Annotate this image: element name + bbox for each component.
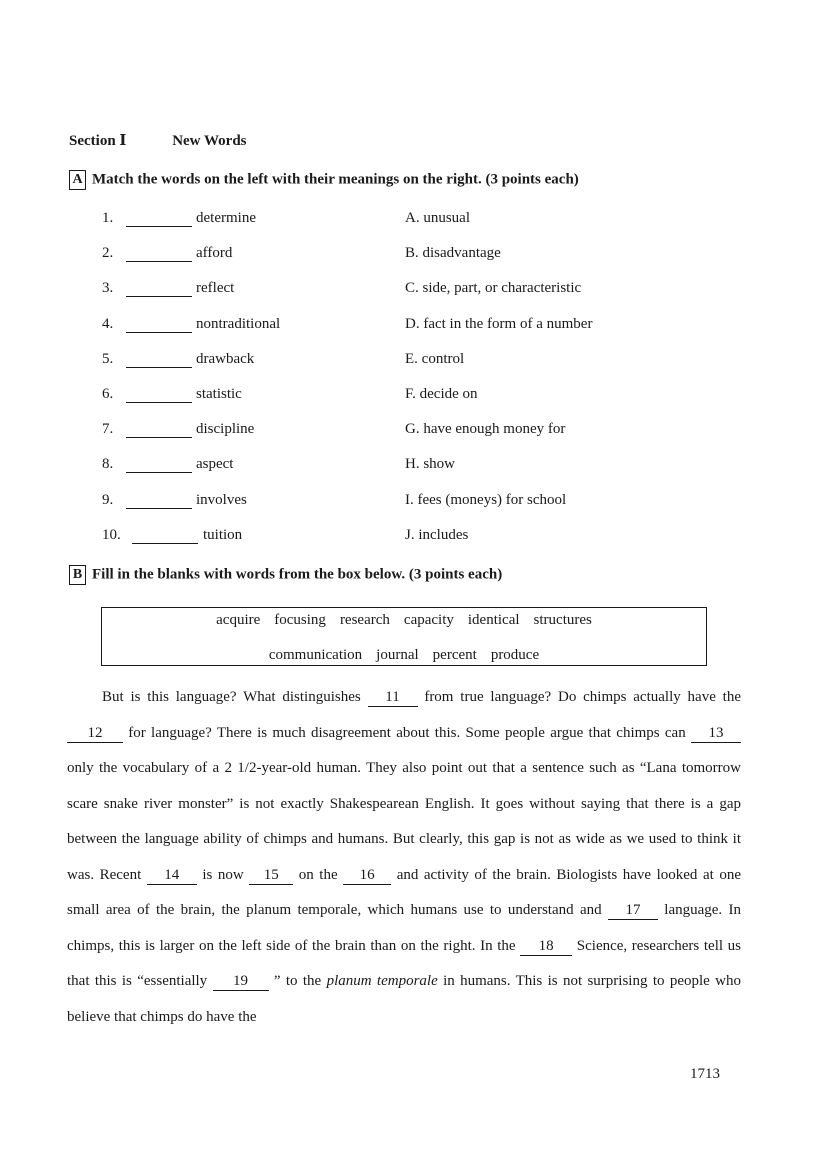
answer-blank[interactable] bbox=[126, 210, 192, 227]
word-bank-item: communication bbox=[268, 647, 363, 663]
item-number: 7. bbox=[102, 421, 114, 438]
word-bank-item: acquire bbox=[216, 612, 261, 628]
part-b-letter-box: B bbox=[69, 565, 86, 585]
vocab-word: nontraditional bbox=[196, 315, 281, 332]
vocab-word: drawback bbox=[196, 350, 255, 367]
word-bank-box bbox=[101, 607, 707, 666]
item-number: 3. bbox=[102, 280, 114, 297]
passage-text: in humans. This is not surprising to people who believe that chimps do have the bbox=[67, 973, 741, 1025]
word-bank-item: structures bbox=[533, 612, 592, 628]
passage-text: from true language? Do chimps actually have the bbox=[417, 689, 741, 705]
passage-text: Science, researchers tell us that this is “essentially bbox=[67, 937, 741, 989]
blank-18[interactable]: 18 bbox=[520, 937, 572, 956]
item-number: 2. bbox=[102, 245, 114, 262]
word-bank-item: produce bbox=[490, 647, 540, 663]
word-meaning: E. control bbox=[405, 350, 465, 367]
answer-blank[interactable] bbox=[126, 492, 192, 509]
word-bank-row-1 bbox=[102, 612, 706, 629]
match-row bbox=[0, 245, 818, 267]
word-meaning: H. show bbox=[405, 456, 456, 473]
answer-blank[interactable] bbox=[126, 280, 192, 297]
word-meaning: G. have enough money for bbox=[405, 421, 566, 438]
blank-16[interactable]: 16 bbox=[343, 866, 391, 885]
blank-17[interactable]: 17 bbox=[608, 901, 658, 920]
passage-text: ” to the bbox=[268, 973, 327, 989]
part-a-instruction-text: Match the words on the left with their meanings on the right. bbox=[92, 171, 482, 188]
passage-text: is now bbox=[196, 866, 250, 883]
passage-italic-term: planum temporale bbox=[326, 973, 438, 989]
blank-13[interactable]: 13 bbox=[691, 724, 741, 743]
vocab-word: reflect bbox=[196, 280, 235, 297]
blank-12[interactable]: 12 bbox=[67, 724, 123, 743]
match-row bbox=[0, 210, 818, 232]
part-b-instruction-text: Fill in the blanks with words from the box below. bbox=[92, 566, 406, 583]
word-meaning: J. includes bbox=[405, 526, 469, 543]
answer-blank[interactable] bbox=[126, 316, 192, 333]
item-number: 1. bbox=[102, 210, 114, 226]
section-heading bbox=[69, 131, 247, 150]
word-bank-item: journal bbox=[376, 647, 419, 663]
answer-blank[interactable] bbox=[126, 245, 192, 262]
vocab-word: aspect bbox=[196, 456, 234, 473]
word-meaning: B. disadvantage bbox=[405, 245, 501, 262]
part-b-instruction bbox=[69, 565, 502, 585]
word-bank-item: percent bbox=[432, 647, 477, 663]
match-row bbox=[0, 492, 818, 514]
vocab-word: discipline bbox=[196, 421, 255, 438]
word-meaning: D. fact in the form of a number bbox=[405, 315, 593, 332]
match-row bbox=[0, 456, 818, 478]
vocab-word: statistic bbox=[196, 386, 242, 402]
passage-text: language. In chimps, this is larger on the left side of the brain than on the right. In the bbox=[67, 902, 741, 954]
section-name: New Words bbox=[172, 133, 247, 149]
word-meaning: F. decide on bbox=[405, 386, 478, 402]
answer-blank[interactable] bbox=[126, 456, 192, 473]
vocab-word: involves bbox=[196, 491, 247, 508]
answer-blank[interactable] bbox=[132, 527, 198, 544]
part-a-points: (3 points each) bbox=[485, 171, 579, 188]
item-number: 10. bbox=[102, 526, 121, 543]
item-number: 4. bbox=[102, 315, 114, 332]
item-number: 6. bbox=[102, 386, 114, 402]
word-bank-item: capacity bbox=[403, 612, 454, 628]
answer-blank[interactable] bbox=[126, 351, 192, 368]
word-meaning: I. fees (moneys) for school bbox=[405, 491, 567, 508]
word-bank-item: research bbox=[339, 612, 390, 628]
answer-blank[interactable] bbox=[126, 421, 192, 438]
match-row bbox=[0, 351, 818, 373]
passage-text: and activity of the brain. Biologists have looked at one small area of the brain, the planum temporale, which humans use to understand and bbox=[67, 866, 741, 918]
item-number: 8. bbox=[102, 456, 114, 473]
word-bank-row-2 bbox=[102, 647, 706, 664]
vocab-word: afford bbox=[196, 245, 233, 262]
page-number: 1713 bbox=[690, 1066, 720, 1082]
match-row bbox=[0, 280, 818, 302]
match-row bbox=[0, 421, 818, 443]
word-meaning: A. unusual bbox=[405, 210, 470, 226]
part-a-instruction bbox=[69, 170, 579, 190]
part-b-points: (3 points each) bbox=[408, 566, 503, 583]
match-row bbox=[0, 316, 818, 338]
blank-19[interactable]: 19 bbox=[213, 972, 269, 991]
blank-15[interactable]: 15 bbox=[249, 866, 293, 885]
word-bank-item: identical bbox=[467, 612, 520, 628]
cloze-passage bbox=[67, 680, 741, 1035]
blank-14[interactable]: 14 bbox=[147, 866, 197, 885]
match-row bbox=[0, 527, 818, 549]
passage-text: But is this language? What distinguishes bbox=[102, 689, 368, 705]
passage-text: for language? There is much disagreement about this. Some people argue that chimps can bbox=[123, 724, 691, 741]
vocab-word: determine bbox=[196, 210, 256, 226]
word-bank-item: focusing bbox=[274, 612, 326, 628]
match-row bbox=[0, 386, 818, 408]
passage-text: on the bbox=[293, 866, 344, 883]
word-meaning: C. side, part, or characteristic bbox=[405, 280, 582, 297]
passage-text: only the vocabulary of a 2 1/2-year-old human. They also point out that a sentence such as “Lana tomorrow scare snake river monster” is not exactly Shakespearean English. It goes without saying that there is a gap between the language ability of chimps and humans. But clearly, this gap is not as wide as we used to think it was. Recent bbox=[67, 760, 741, 883]
part-a-letter-box: A bbox=[69, 170, 86, 190]
vocab-word: tuition bbox=[203, 526, 243, 543]
item-number: 9. bbox=[102, 491, 114, 508]
section-number: Section Ⅰ bbox=[69, 133, 127, 149]
blank-11[interactable]: 11 bbox=[368, 688, 418, 707]
answer-blank[interactable] bbox=[126, 386, 192, 403]
item-number: 5. bbox=[102, 350, 114, 367]
